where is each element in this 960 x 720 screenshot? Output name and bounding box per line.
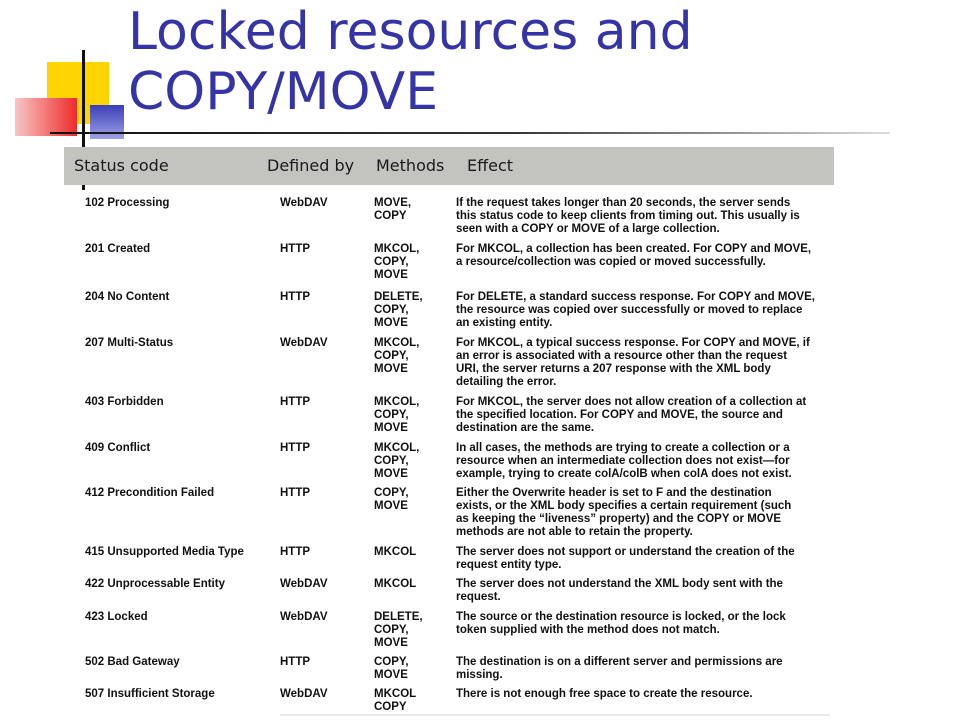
cell-defined-by: WebDAV: [280, 611, 328, 623]
cell-methods: MKCOL COPY: [374, 688, 417, 713]
cell-effect: The server does not understand the XML body sent with the request.: [456, 578, 783, 603]
cell-effect: In all cases, the methods are trying to create a collection or a resource when an intermediate collection does not exist—for example, trying to create colA/colB when colA does not exist.: [456, 442, 792, 480]
header-defined-by: Defined by: [267, 156, 355, 175]
cell-defined-by: WebDAV: [280, 197, 328, 209]
cell-status-code: 409 Conflict: [85, 442, 151, 454]
cell-defined-by: WebDAV: [280, 578, 328, 590]
cell-defined-by: HTTP: [280, 546, 311, 558]
cell-effect: The destination is on a different server and permissions are missing.: [456, 656, 783, 681]
cell-effect: For MKCOL, a collection has been created. For COPY and MOVE, a resource/collection was copied or moved successfully.: [456, 243, 812, 268]
cell-methods: DELETE, COPY, MOVE: [374, 611, 423, 649]
cell-defined-by: HTTP: [280, 396, 311, 408]
cell-effect: If the request takes longer than 20 seconds, the server sends this status code to keep clients from timing out. This usually is seen with a COPY or MOVE of a large collection.: [456, 197, 800, 235]
cell-effect: For MKCOL, a typical success response. For COPY and MOVE, if an error is associated with a resource other than the request URI, the server returns a 207 response with the XML body detailing the error.: [456, 337, 810, 388]
cell-status-code: 412 Precondition Failed: [85, 487, 215, 499]
cell-methods: COPY, MOVE: [374, 656, 409, 681]
cell-methods: MKCOL: [374, 578, 417, 590]
cell-status-code: 502 Bad Gateway: [85, 656, 180, 668]
cell-defined-by: HTTP: [280, 487, 311, 499]
header-status-code: Status code: [74, 156, 169, 175]
cell-defined-by: WebDAV: [280, 337, 328, 349]
cell-status-code: 422 Unprocessable Entity: [85, 578, 225, 590]
cell-effect: Either the Overwrite header is set to F and the destination exists, or the XML body specifies a certain requirement (such as keeping the “liveness” property) and the COPY or MOVE methods are not able to retain the property.: [456, 487, 792, 538]
cell-effect: For DELETE, a standard success response. For COPY and MOVE, the resource was copied over successfully or moved to replace an existing entity.: [456, 291, 815, 329]
cell-methods: MKCOL, COPY, MOVE: [374, 442, 420, 480]
cell-status-code: 507 Insufficient Storage: [85, 688, 215, 700]
header-effect: Effect: [467, 156, 514, 175]
cell-defined-by: HTTP: [280, 243, 311, 255]
cell-status-code: 415 Unsupported Media Type: [85, 546, 244, 558]
cell-defined-by: HTTP: [280, 656, 311, 668]
cell-methods: MKCOL, COPY, MOVE: [374, 396, 420, 434]
cell-status-code: 403 Forbidden: [85, 396, 164, 408]
slide-title-line1: Locked resources and: [128, 2, 693, 62]
cell-effect: The server does not support or understand the creation of the request entity type.: [456, 546, 795, 571]
cell-defined-by: WebDAV: [280, 688, 328, 700]
slide-title-line2: COPY/MOVE: [128, 62, 439, 122]
cell-methods: MKCOL, COPY, MOVE: [374, 337, 420, 375]
cell-methods: DELETE, COPY, MOVE: [374, 291, 423, 329]
cell-effect: There is not enough free space to create the resource.: [456, 688, 753, 700]
table-bottom-edge: [280, 714, 830, 716]
cell-defined-by: HTTP: [280, 442, 311, 454]
cell-defined-by: HTTP: [280, 291, 311, 303]
cell-status-code: 102 Processing: [85, 197, 170, 209]
cell-methods: MKCOL: [374, 546, 417, 558]
cell-effect: The source or the destination resource is locked, or the lock token supplied with the method does not match.: [456, 611, 786, 636]
cell-status-code: 201 Created: [85, 243, 151, 255]
cell-methods: MKCOL, COPY, MOVE: [374, 243, 420, 281]
cell-status-code: 207 Multi-Status: [85, 337, 174, 349]
cell-status-code: 423 Locked: [85, 611, 148, 623]
cell-methods: MOVE, COPY: [374, 197, 412, 222]
cell-status-code: 204 No Content: [85, 291, 170, 303]
cell-methods: COPY, MOVE: [374, 487, 409, 512]
cell-effect: For MKCOL, the server does not allow creation of a collection at the specified location. For COPY and MOVE, the source and destination are the same.: [456, 396, 807, 434]
header-methods: Methods: [376, 156, 445, 175]
